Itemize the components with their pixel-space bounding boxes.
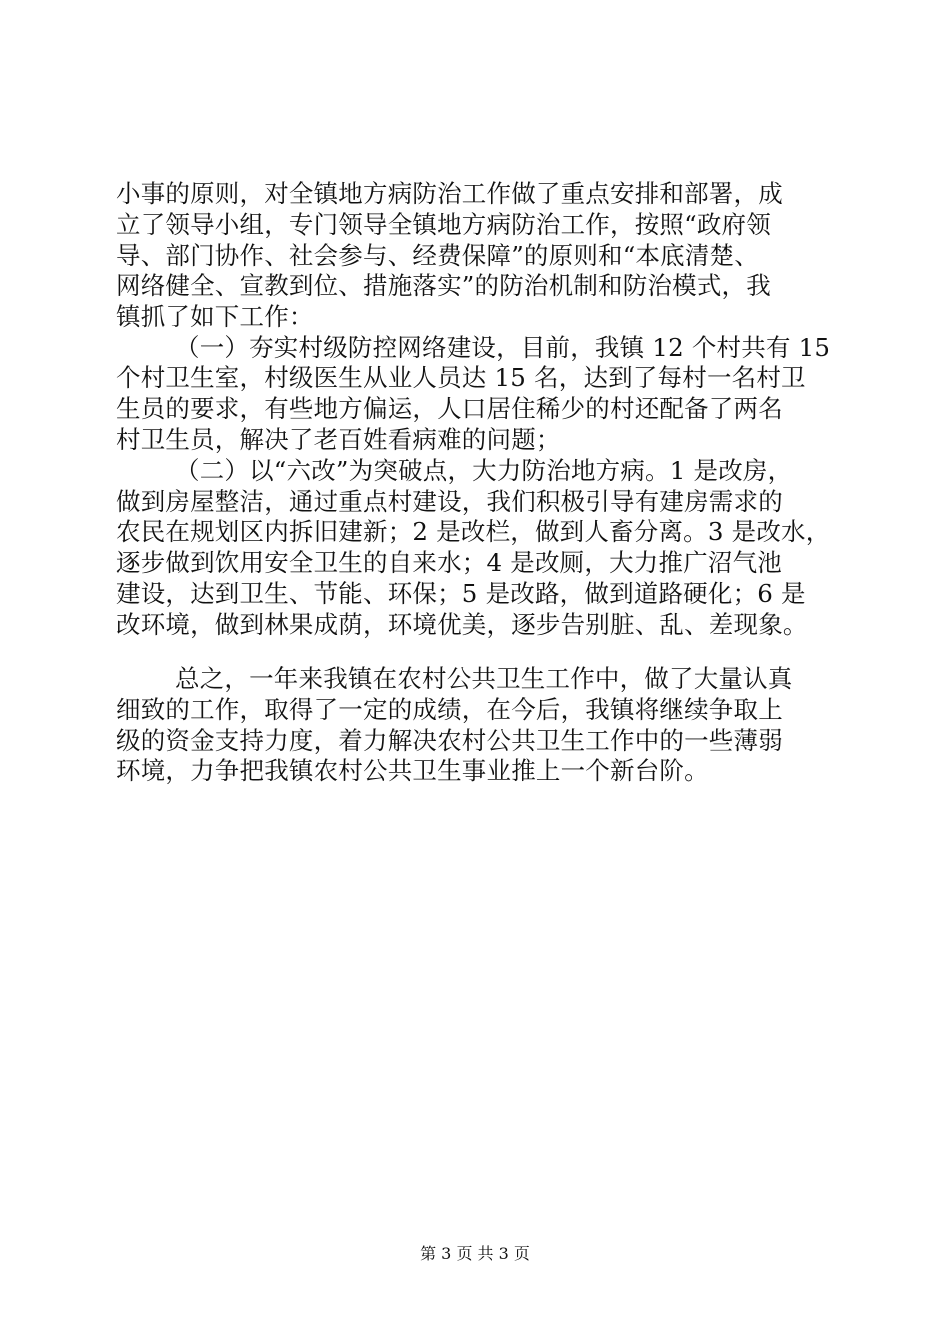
paragraph-3-line-4: 逐步做到饮用安全卫生的自来水；4 是改厕，大力推广沼气池 (116, 548, 782, 577)
paragraph-2-line-1: （一）夯实村级防控网络建设，目前，我镇 12 个村共有 15 (175, 333, 831, 362)
paragraph-3-line-1: （二）以“六改”为突破点，大力防治地方病。1 是改房， (175, 456, 793, 485)
paragraph-2-line-3: 生员的要求，有些地方偏运，人口居住稀少的村还配备了两名 (116, 394, 783, 423)
paragraph-3-line-6: 改环境，做到林果成荫，环境优美，逐步告别脏、乱、差现象。 (116, 610, 808, 639)
paragraph-2-line-4: 村卫生员，解决了老百姓看病难的问题； (116, 425, 561, 454)
paragraph-3-line-2: 做到房屋整洁，通过重点村建设，我们积极引导有建房需求的 (116, 487, 783, 516)
paragraph-4-line-4: 环境，力争把我镇农村公共卫生事业推上一个新台阶。 (116, 756, 709, 785)
paragraph-3-line-3: 农民在规划区内拆旧建新；2 是改栏，做到人畜分离。3 是改水， (116, 517, 831, 546)
paragraph-4-line-1: 总之，一年来我镇在农村公共卫生工作中，做了大量认真 (175, 664, 793, 693)
paragraph-1-line-1: 小事的原则，对全镇地方病防治工作做了重点安排和部署，成 (116, 179, 783, 208)
paragraph-1-line-4: 网络健全、宣教到位、措施落实”的防治机制和防治模式，我 (116, 271, 771, 300)
paragraph-1-line-3: 导、部门协作、社会参与、经费保障”的原则和“本底清楚、 (116, 241, 759, 270)
paragraph-3-line-5: 建设，达到卫生、节能、环保；5 是改路，做到道路硬化；6 是 (116, 579, 806, 608)
paragraph-1-line-2: 立了领导小组，专门领导全镇地方病防治工作，按照“政府领 (116, 210, 771, 239)
page-number-footer: 第 3 页 共 3 页 (420, 1244, 530, 1263)
paragraph-2-line-2: 个村卫生室，村级医生从业人员达 15 名，达到了每村一名村卫 (116, 363, 806, 392)
paragraph-1-line-5: 镇抓了如下工作： (116, 302, 314, 331)
paragraph-4-line-3: 级的资金支持力度，着力解决农村公共卫生工作中的一些薄弱 (116, 726, 783, 755)
paragraph-4-line-2: 细致的工作，取得了一定的成绩，在今后，我镇将继续争取上 (116, 695, 783, 724)
